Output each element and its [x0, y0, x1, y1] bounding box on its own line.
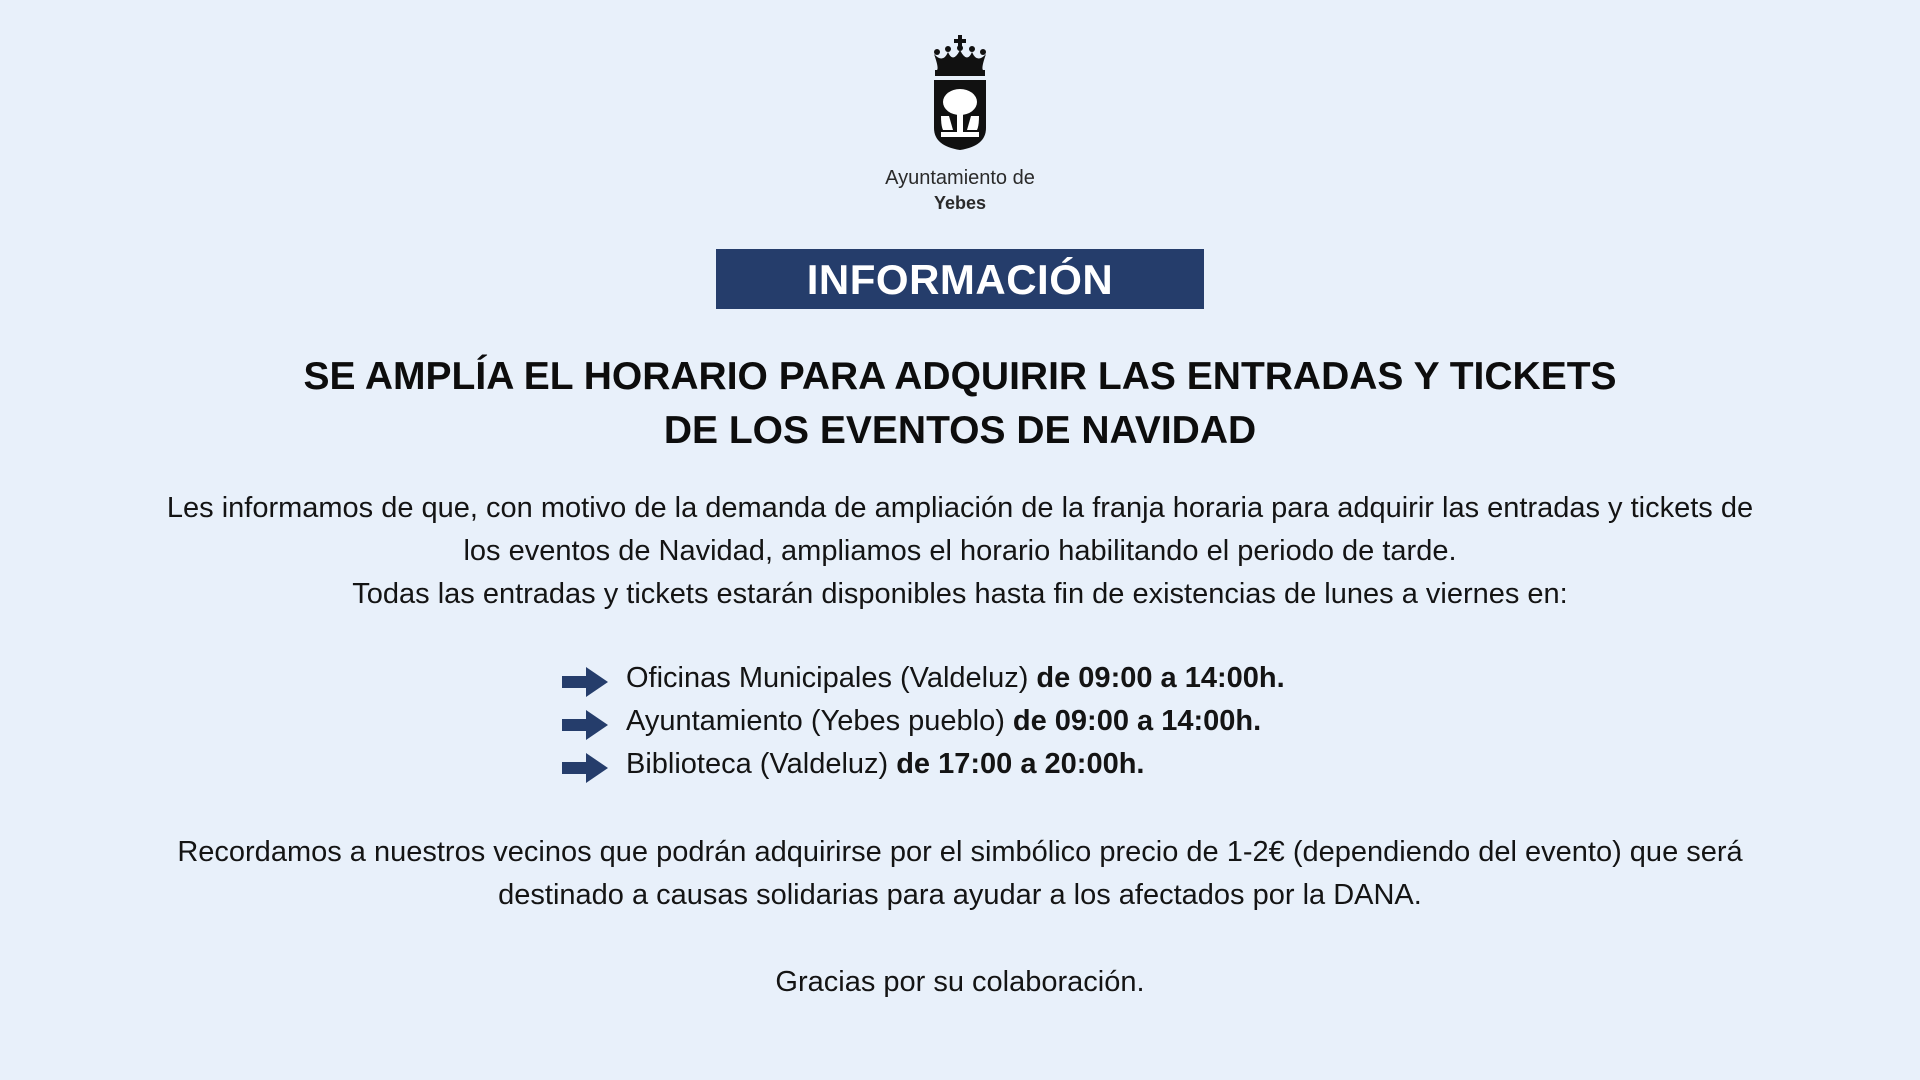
arrow-right-icon: [562, 708, 608, 742]
intro-line3: Todas las entradas y tickets estarán disponibles hasta fin de existencias de lunes a viernes en:: [352, 578, 1568, 610]
location-place: Oficinas Municipales (Valdeluz): [626, 662, 1029, 694]
location-hours: de 09:00 a 14:00h.: [1036, 662, 1285, 694]
closing-text: Gracias por su colaboración.: [775, 966, 1145, 998]
org-name-line1: Ayuntamiento de: [885, 167, 1035, 189]
headline-line1: SE AMPLÍA EL HORARIO PARA ADQUIRIR LAS ENTRADAS Y TICKETS: [303, 355, 1617, 398]
headline: [0, 350, 1920, 458]
list-item: [562, 700, 1462, 743]
municipal-logo: [0, 34, 1920, 216]
coat-of-arms-icon: [929, 34, 991, 152]
intro-paragraph: [80, 487, 1840, 616]
reminder-paragraph: [80, 831, 1840, 917]
intro-line1: Les informamos de que, con motivo de la demanda de ampliación de la franja horaria para adquirir las entradas y tickets de: [166, 492, 1754, 524]
list-item: [562, 657, 1462, 700]
reminder-line1: Recordamos a nuestros vecinos que podrán adquirirse por el simbólico precio de 1-2€ (dependiendo del evento) que será: [177, 836, 1743, 868]
locations-list: [562, 657, 1462, 786]
list-item: [562, 743, 1462, 786]
location-hours: de 17:00 a 20:00h.: [896, 748, 1145, 780]
location-place: Biblioteca (Valdeluz): [626, 748, 889, 780]
location-hours: de 09:00 a 14:00h.: [1012, 705, 1262, 737]
headline-line2: DE LOS EVENTOS DE NAVIDAD: [663, 409, 1257, 452]
arrow-right-icon: [562, 751, 608, 785]
info-banner: INFORMACIÓN: [716, 249, 1204, 309]
org-name-line2: Yebes: [933, 193, 987, 213]
arrow-right-icon: [562, 665, 608, 699]
location-place: Ayuntamiento (Yebes pueblo): [626, 705, 1005, 737]
intro-line2: los eventos de Navidad, ampliamos el horario habilitando el periodo de tarde.: [463, 535, 1457, 567]
reminder-line2: destinado a causas solidarias para ayudar a los afectados por la DANA.: [498, 879, 1422, 911]
